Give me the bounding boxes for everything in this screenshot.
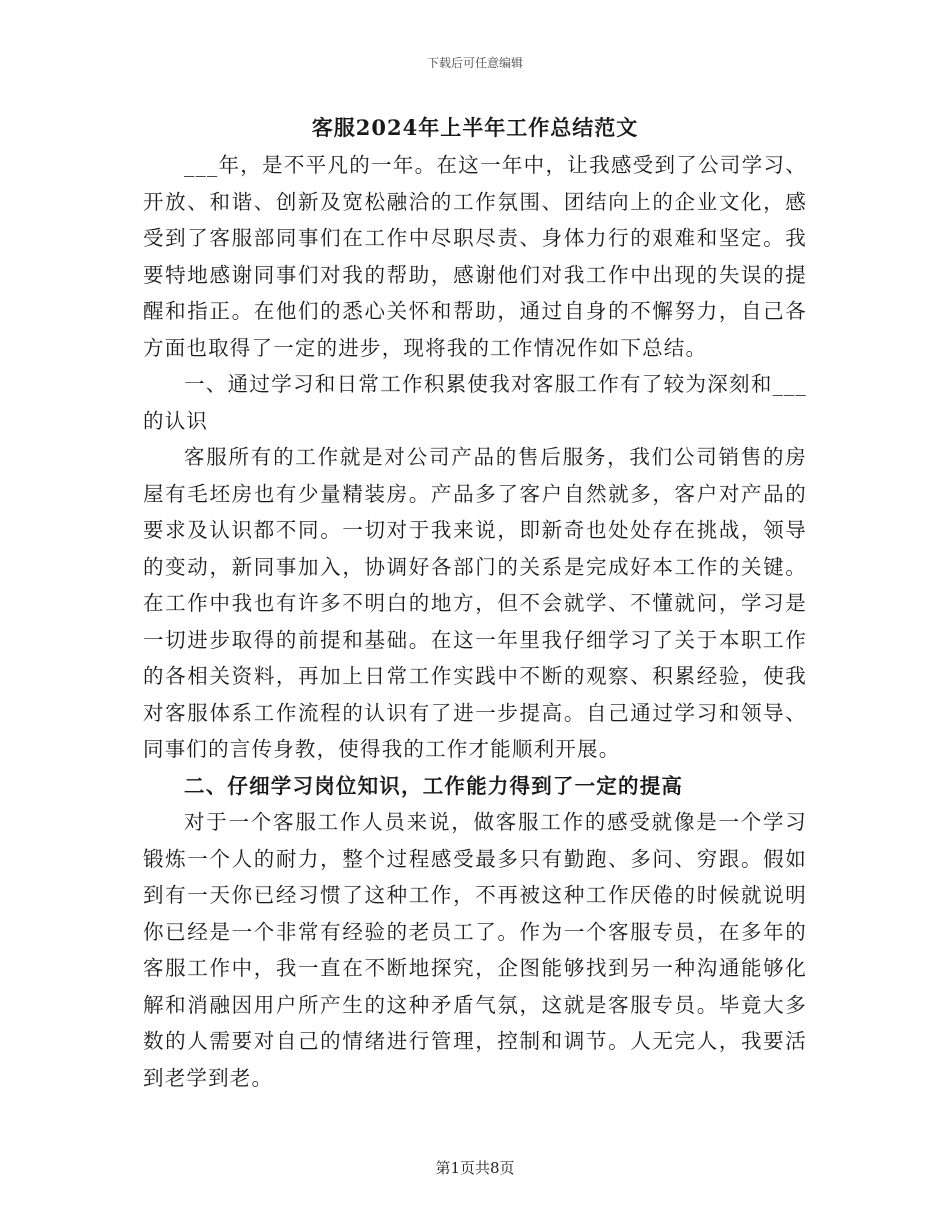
body-paragraph: 客服所有的工作就是对公司产品的售后服务，我们公司销售的房屋有毛坯房也有少量精装房。产品多了客户自然就多，客户对产品的要求及认识都不同。一切对于我来说，即新奇也处处存在挑战，领导的变动，新同事加入，协调好各部门的关系是完成好本工作的关键。在工作中我也有许多不明白的地方，但不会就学、不懂就问，学习是一切进步取得的前提和基础。在这一年里我仔细学习了关于本职工作的各相关资料，再加上日常工作实践中不断的观察、积累经验，使我对客服体系工作流程的认识有了进一步提高。自己通过学习和领导、同事们的言传身教，使得我的工作才能顺利开展。 bbox=[143, 445, 807, 761]
page-number: 第1页共8页 bbox=[435, 1159, 515, 1177]
header-note: 下载后可任意编辑 bbox=[426, 56, 523, 70]
document-body bbox=[143, 147, 807, 1096]
section-heading-2: 二、仔细学习岗位知识，工作能力得到了一定的提高 bbox=[184, 773, 684, 798]
section-heading-1: 一、通过学习和日常工作积累使我对客服工作有了较为深刻和___的认识 bbox=[143, 372, 807, 433]
body-paragraph: 对于一个客服工作人员来说，做客服工作的感受就像是一个学习锻炼一个人的耐力，整个过程感受最多只有勤跑、多问、穷跟。假如到有一天你已经习惯了这种工作，不再被这种工作厌倦的时候就说明你已经是一个非常有经验的老员工了。作为一个客服专员，在多年的客服工作中，我一直在不断地探究，企图能够找到另一种沟通能够化解和消融因用户所产生的这种矛盾气氛，这就是客服专员。毕竟大多数的人需要对自己的情绪进行管理，控制和调节。人无完人，我要活到老学到老。 bbox=[143, 810, 807, 1090]
document-title: 客服2024年上半年工作总结范文 bbox=[311, 115, 639, 140]
intro-paragraph: ___年，是不平凡的一年。在这一年中，让我感受到了公司学习、开放、和谐、创新及宽松融洽的工作氛围、团结向上的企业文化，感受到了客服部同事们在工作中尽职尽责、身体力行的艰难和坚定。我要特地感谢同事们对我的帮助，感谢他们对我工作中出现的失误的提醒和指正。在他们的悉心关怀和帮助，通过自身的不懈努力，自己各方面也取得了一定的进步，现将我的工作情况作如下总结。 bbox=[143, 153, 807, 360]
